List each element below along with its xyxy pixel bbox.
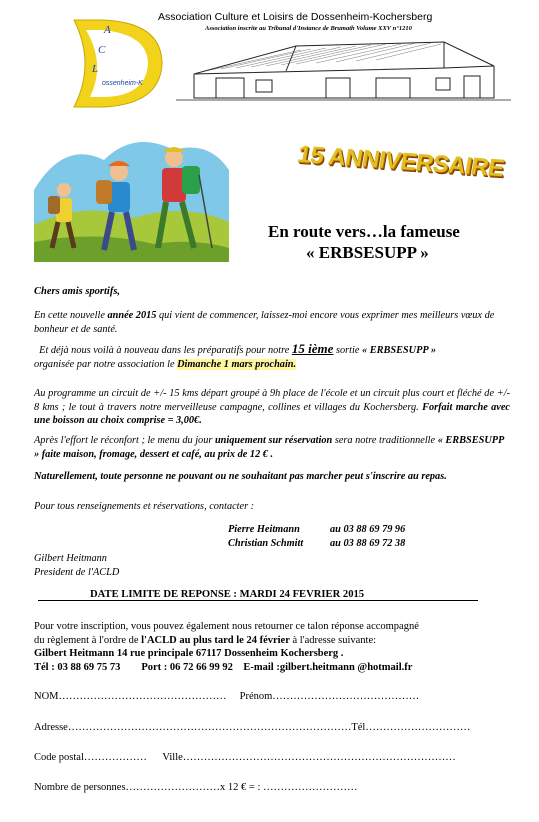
logo-letter-c: C xyxy=(98,44,106,56)
contact-phone: au 03 88 69 72 38 xyxy=(330,538,406,549)
contact-row xyxy=(228,523,405,537)
text: sera notre traditionnelle xyxy=(332,435,438,446)
registration-line: Pour votre inscription, vous pouvez également nous retourner ce talon réponse accompagné xyxy=(34,621,419,632)
signature xyxy=(34,552,119,580)
deadline-text: l'ACLD au plus tard le 24 février xyxy=(141,634,290,646)
event-name: « ERBSESUPP » xyxy=(362,345,437,356)
deadline-underline xyxy=(38,600,478,601)
barn-illustration xyxy=(176,38,511,104)
paragraph-meal-only: Naturellement, toute personne ne pouvant ou ne souhaitant pas marcher peut s'inscrire au repas. xyxy=(34,471,447,482)
walk-price: Forfait marche avec une boisson au choix comprise = 3,00€. xyxy=(34,401,510,427)
text: sortie xyxy=(333,345,363,356)
reservation-note: uniquement sur réservation xyxy=(214,435,333,446)
form-city-field[interactable]: Code postal……………… Ville…………………………………………………………………… xyxy=(34,752,456,763)
text: En cette nouvelle xyxy=(34,310,108,321)
anniversary-wordart: 15 ANNIVERSAIRE xyxy=(295,141,506,183)
hikers-illustration xyxy=(34,130,229,262)
edition-number: 15 ième xyxy=(291,341,334,356)
deadline: DATE LIMITE DE REPONSE : MARDI 24 FEVRIER 2015 xyxy=(90,589,365,600)
contact-phone: au 03 88 69 79 96 xyxy=(330,524,406,535)
text: du règlement à l'ordre de xyxy=(34,634,142,646)
registration-info xyxy=(34,620,514,674)
title-line-1: En route vers…la fameuse xyxy=(268,222,460,241)
paragraph-new-year xyxy=(34,309,508,336)
form-persons-field[interactable]: Nombre de personnes………………………x 12 € = : ……………………… xyxy=(34,782,358,793)
text: Et déjà nous voilà à nouveau dans les préparatifs pour notre xyxy=(39,345,292,356)
menu-price: « ERBSESUPP » faite maison, fromage, dessert et café, au prix de 12 € . xyxy=(34,435,504,460)
form-name-field[interactable]: NOM………………………………………… Prénom…………………………………… xyxy=(34,691,420,702)
logo-letter-l: L xyxy=(92,63,99,75)
year-text: année 2015 xyxy=(107,310,157,321)
contact-name: Christian Schmitt xyxy=(228,538,304,549)
association-registration: Association inscrite au Tribunal d'Instance de Brumath Volume XXV n°1210 xyxy=(205,25,412,32)
logo-letter-a: A xyxy=(104,24,111,36)
paragraph-preparation xyxy=(34,342,524,371)
title-line-2: « ERBSESUPP » xyxy=(306,243,429,262)
form-address-field[interactable]: Adresse………………………………………………………………………Tél………………………… xyxy=(34,722,471,733)
registration-line xyxy=(34,634,514,648)
text: Au programme un circuit de +/- 15 kms départ groupé à 9h place de l'école et un circuit plus court et fléché de +/- 8 kms ; le tout à travers notre merveilleuse campagne, collines et villages du Kochersberg. xyxy=(34,388,510,413)
registration-phones: Tél : 03 88 69 75 73 Port : 06 72 66 99 92 E-mail :gilbert.heitmann @hotmail.fr xyxy=(34,661,413,673)
text: qui vient de commencer, laissez-moi encore vous exprimer mes meilleurs vœux de bonheur et de santé. xyxy=(34,310,495,335)
text: organisée par notre association le xyxy=(34,358,178,370)
paragraph-menu xyxy=(34,434,504,461)
paragraph-program xyxy=(34,387,510,428)
signature-name: Gilbert Heitmann xyxy=(34,553,107,564)
contact-row xyxy=(228,537,405,551)
event-date: Dimanche 1 mars prochain. xyxy=(177,358,297,370)
contacts-list xyxy=(228,523,405,551)
association-name: Association Culture et Loisirs de Dossenheim-Kochersberg xyxy=(158,11,433,23)
acld-logo xyxy=(62,12,172,112)
text: à l'adresse suivante: xyxy=(289,634,377,646)
signature-role: President de l'ACLD xyxy=(34,567,120,578)
contact-name: Pierre Heitmann xyxy=(228,524,300,535)
logo-city: ossenheim-K xyxy=(102,80,143,87)
text: Après l'effort le réconfort ; le menu du jour xyxy=(34,435,215,446)
registration-address: Gilbert Heitmann 14 rue principale 67117 Dossenheim Kochersberg . xyxy=(34,648,344,660)
salutation: Chers amis sportifs, xyxy=(34,286,121,297)
paragraph-contact-intro: Pour tous renseignements et réservations, contacter : xyxy=(34,501,255,512)
